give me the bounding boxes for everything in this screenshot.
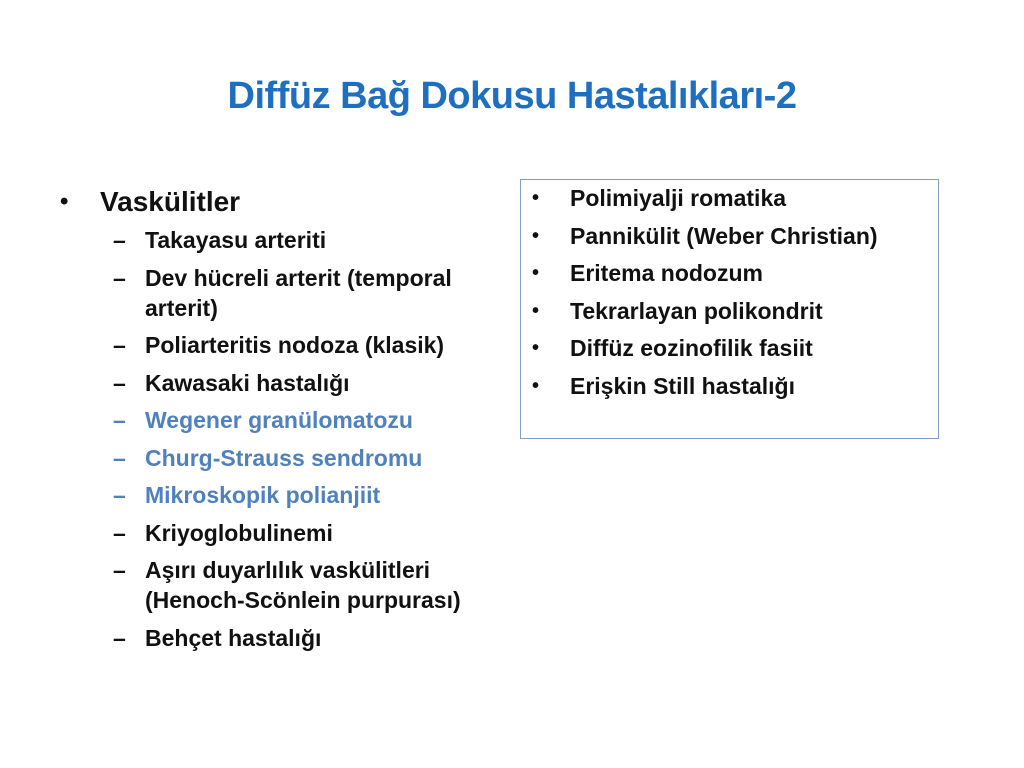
bullet-icon: • (532, 187, 540, 209)
bullet-icon: • (60, 188, 69, 215)
list-item (113, 623, 500, 653)
list-item-text: Wegener granülomatozu (145, 407, 413, 433)
list-item-text: Polimiyalji romatika (570, 185, 787, 211)
bullet-icon: • (532, 299, 540, 322)
dash-icon: – (113, 482, 126, 508)
bullet-icon: • (532, 374, 540, 397)
vasculitis-heading: Vaskülitler (100, 186, 241, 217)
list-item (113, 330, 500, 360)
list-item (113, 225, 500, 255)
list-item-text: Behçet hastalığı (145, 624, 322, 651)
list-item (113, 368, 500, 398)
dash-icon: – (113, 264, 126, 291)
dash-icon: – (113, 369, 126, 396)
list-item-text: Mikroskopik polianjiit (145, 482, 381, 508)
list-item (521, 333, 938, 364)
dash-icon: – (113, 332, 126, 358)
vasculitis-sub-list (113, 225, 500, 653)
list-item-text: Kawasaki hastalığı (145, 369, 350, 396)
bullet-icon: • (532, 262, 540, 285)
list-item-text: Poliarteritis nodoza (klasik) (145, 332, 445, 358)
list-item-text: Erişkin Still hastalığı (570, 372, 795, 399)
other-diseases-box (520, 179, 939, 439)
dash-icon: – (113, 407, 126, 433)
list-item-text: Eritema nodozum (570, 260, 763, 287)
list-item-text: Dev hücreli arterit (temporal arterit) (145, 264, 452, 321)
dash-icon: – (113, 519, 126, 546)
list-item (113, 555, 500, 615)
list-item (521, 221, 938, 252)
list-item-text: Kriyoglobulinemi (145, 519, 333, 546)
list-item-highlighted (113, 405, 500, 435)
slide-title: Diffüz Bağ Dokusu Hastalıkları-2 (227, 75, 797, 117)
vasculitis-heading-item (60, 183, 500, 221)
list-item-highlighted (113, 480, 500, 510)
list-item-text: Takayasu arteriti (145, 227, 327, 253)
list-item (113, 518, 500, 548)
bullet-icon: • (532, 224, 540, 247)
list-item (521, 258, 938, 289)
dash-icon: – (113, 444, 126, 471)
list-item (521, 371, 938, 402)
list-item (521, 296, 938, 327)
dash-icon: – (113, 557, 126, 583)
list-item-text: Churg-Strauss sendromu (145, 444, 423, 471)
bullet-icon: • (532, 337, 540, 360)
list-item-highlighted (113, 443, 500, 473)
list-item-text: Aşırı duyarlılık vaskülitleri (Henoch-Scönlein purpurası) (145, 557, 461, 613)
vasculitis-list (60, 183, 500, 660)
list-item (521, 183, 938, 214)
dash-icon: – (113, 227, 126, 253)
list-item-text: Pannikülit (Weber Christian) (570, 222, 878, 249)
list-item-text: Diffüz eozinofilik fasiit (570, 335, 813, 362)
list-item (113, 263, 500, 323)
list-item-text: Tekrarlayan polikondrit (570, 297, 823, 324)
dash-icon: – (113, 624, 126, 651)
